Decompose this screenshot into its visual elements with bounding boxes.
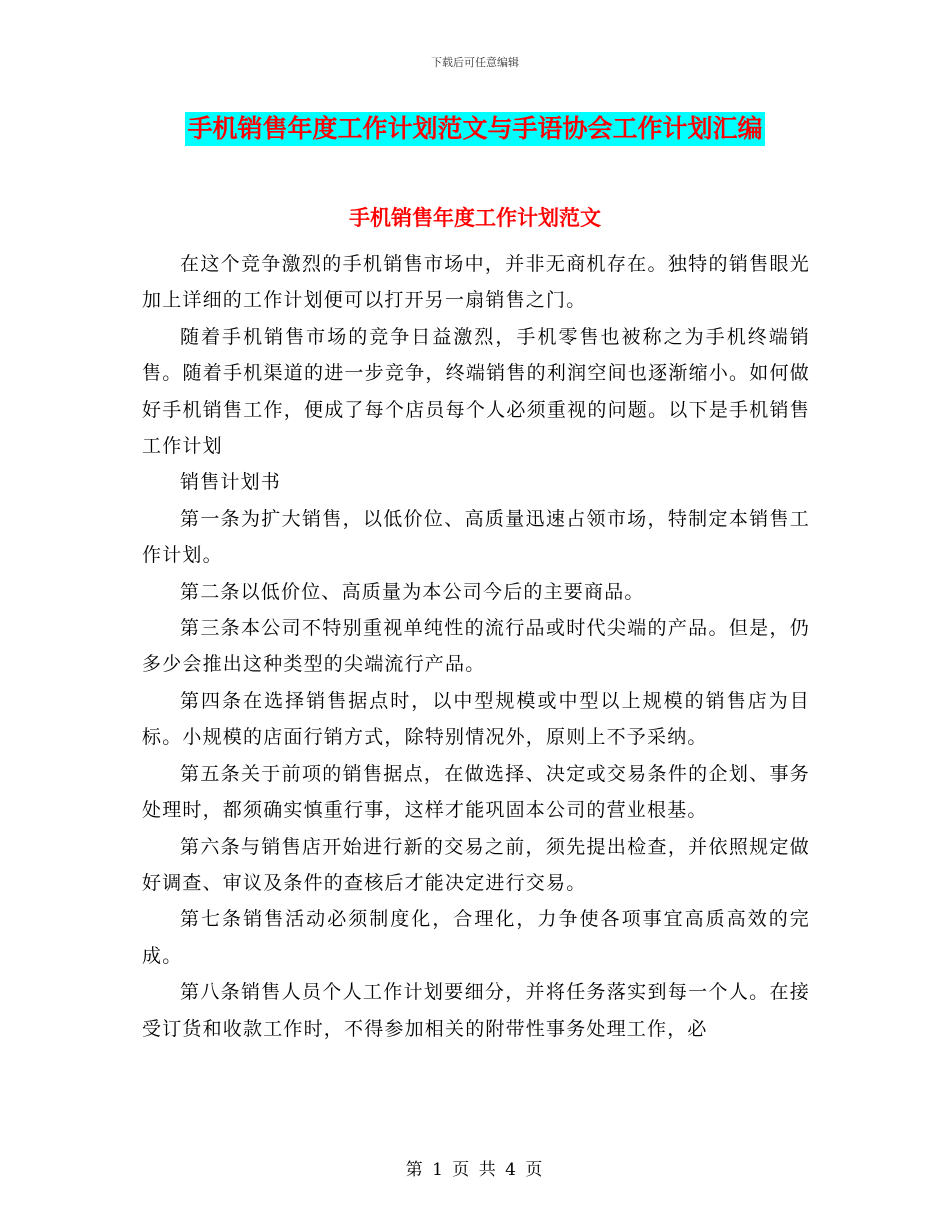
paragraph-article-2: 第二条以低价位、高质量为本公司今后的主要商品。: [180, 580, 645, 603]
section-title: 手机销售年度工作计划范文: [349, 206, 601, 230]
paragraph-background: 随着手机销售市场的竞争日益激烈，手机零售也被称之为手机终端销售。随着手机渠道的进一步竞争，终端销售的利润空间也逐渐缩小。如何做好手机销售工作，便成了每个店员每个人必须重视的问题。以下是手机销售工作计划: [142, 325, 810, 458]
paragraph-article-4: 第四条在选择销售据点时，以中型规模或中型以上规模的销售店为目标。小规模的店面行销方式，除特别情况外，原则上不予采纳。: [142, 689, 810, 749]
page-footer: 第 1 页 共 4 页: [405, 1160, 545, 1180]
paragraph-article-6: 第六条与销售店开始进行新的交易之前，须先提出检查，并依照规定做好调查、审议及条件的查核后才能决定进行交易。: [142, 835, 810, 894]
header-note: 下载后可任意编辑: [431, 56, 519, 69]
document-title: 手机销售年度工作计划范文与手语协会工作计划汇编: [185, 112, 764, 146]
paragraph-article-7: 第七条销售活动必须制度化，合理化，力争使各项事宜高质高效的完成。: [142, 908, 810, 967]
paragraph-article-5: 第五条关于前项的销售据点，在做选择、决定或交易条件的企划、事务处理时，都须确实慎重行事，这样才能巩固本公司的营业根基。: [142, 762, 810, 822]
paragraph-article-8: 第八条销售人员个人工作计划要细分，并将任务落实到每一个人。在接受订货和收款工作时，不得参加相关的附带性事务处理工作，必: [142, 981, 810, 1040]
document-title-container: [0, 112, 950, 146]
body-text: [142, 246, 810, 1047]
paragraph-plan-heading: 销售计划书: [180, 471, 282, 494]
paragraph-article-1: 第一条为扩大销售，以低价位、高质量迅速占领市场，特制定本销售工作计划。: [142, 507, 810, 567]
paragraph-intro: 在这个竞争激烈的手机销售市场中，并非无商机存在。独特的销售眼光加上详细的工作计划便可以打开另一扇销售之门。: [142, 253, 810, 312]
paragraph-article-3: 第三条本公司不特别重视单纯性的流行品或时代尖端的产品。但是，仍多少会推出这种类型的尖端流行产品。: [142, 617, 810, 676]
